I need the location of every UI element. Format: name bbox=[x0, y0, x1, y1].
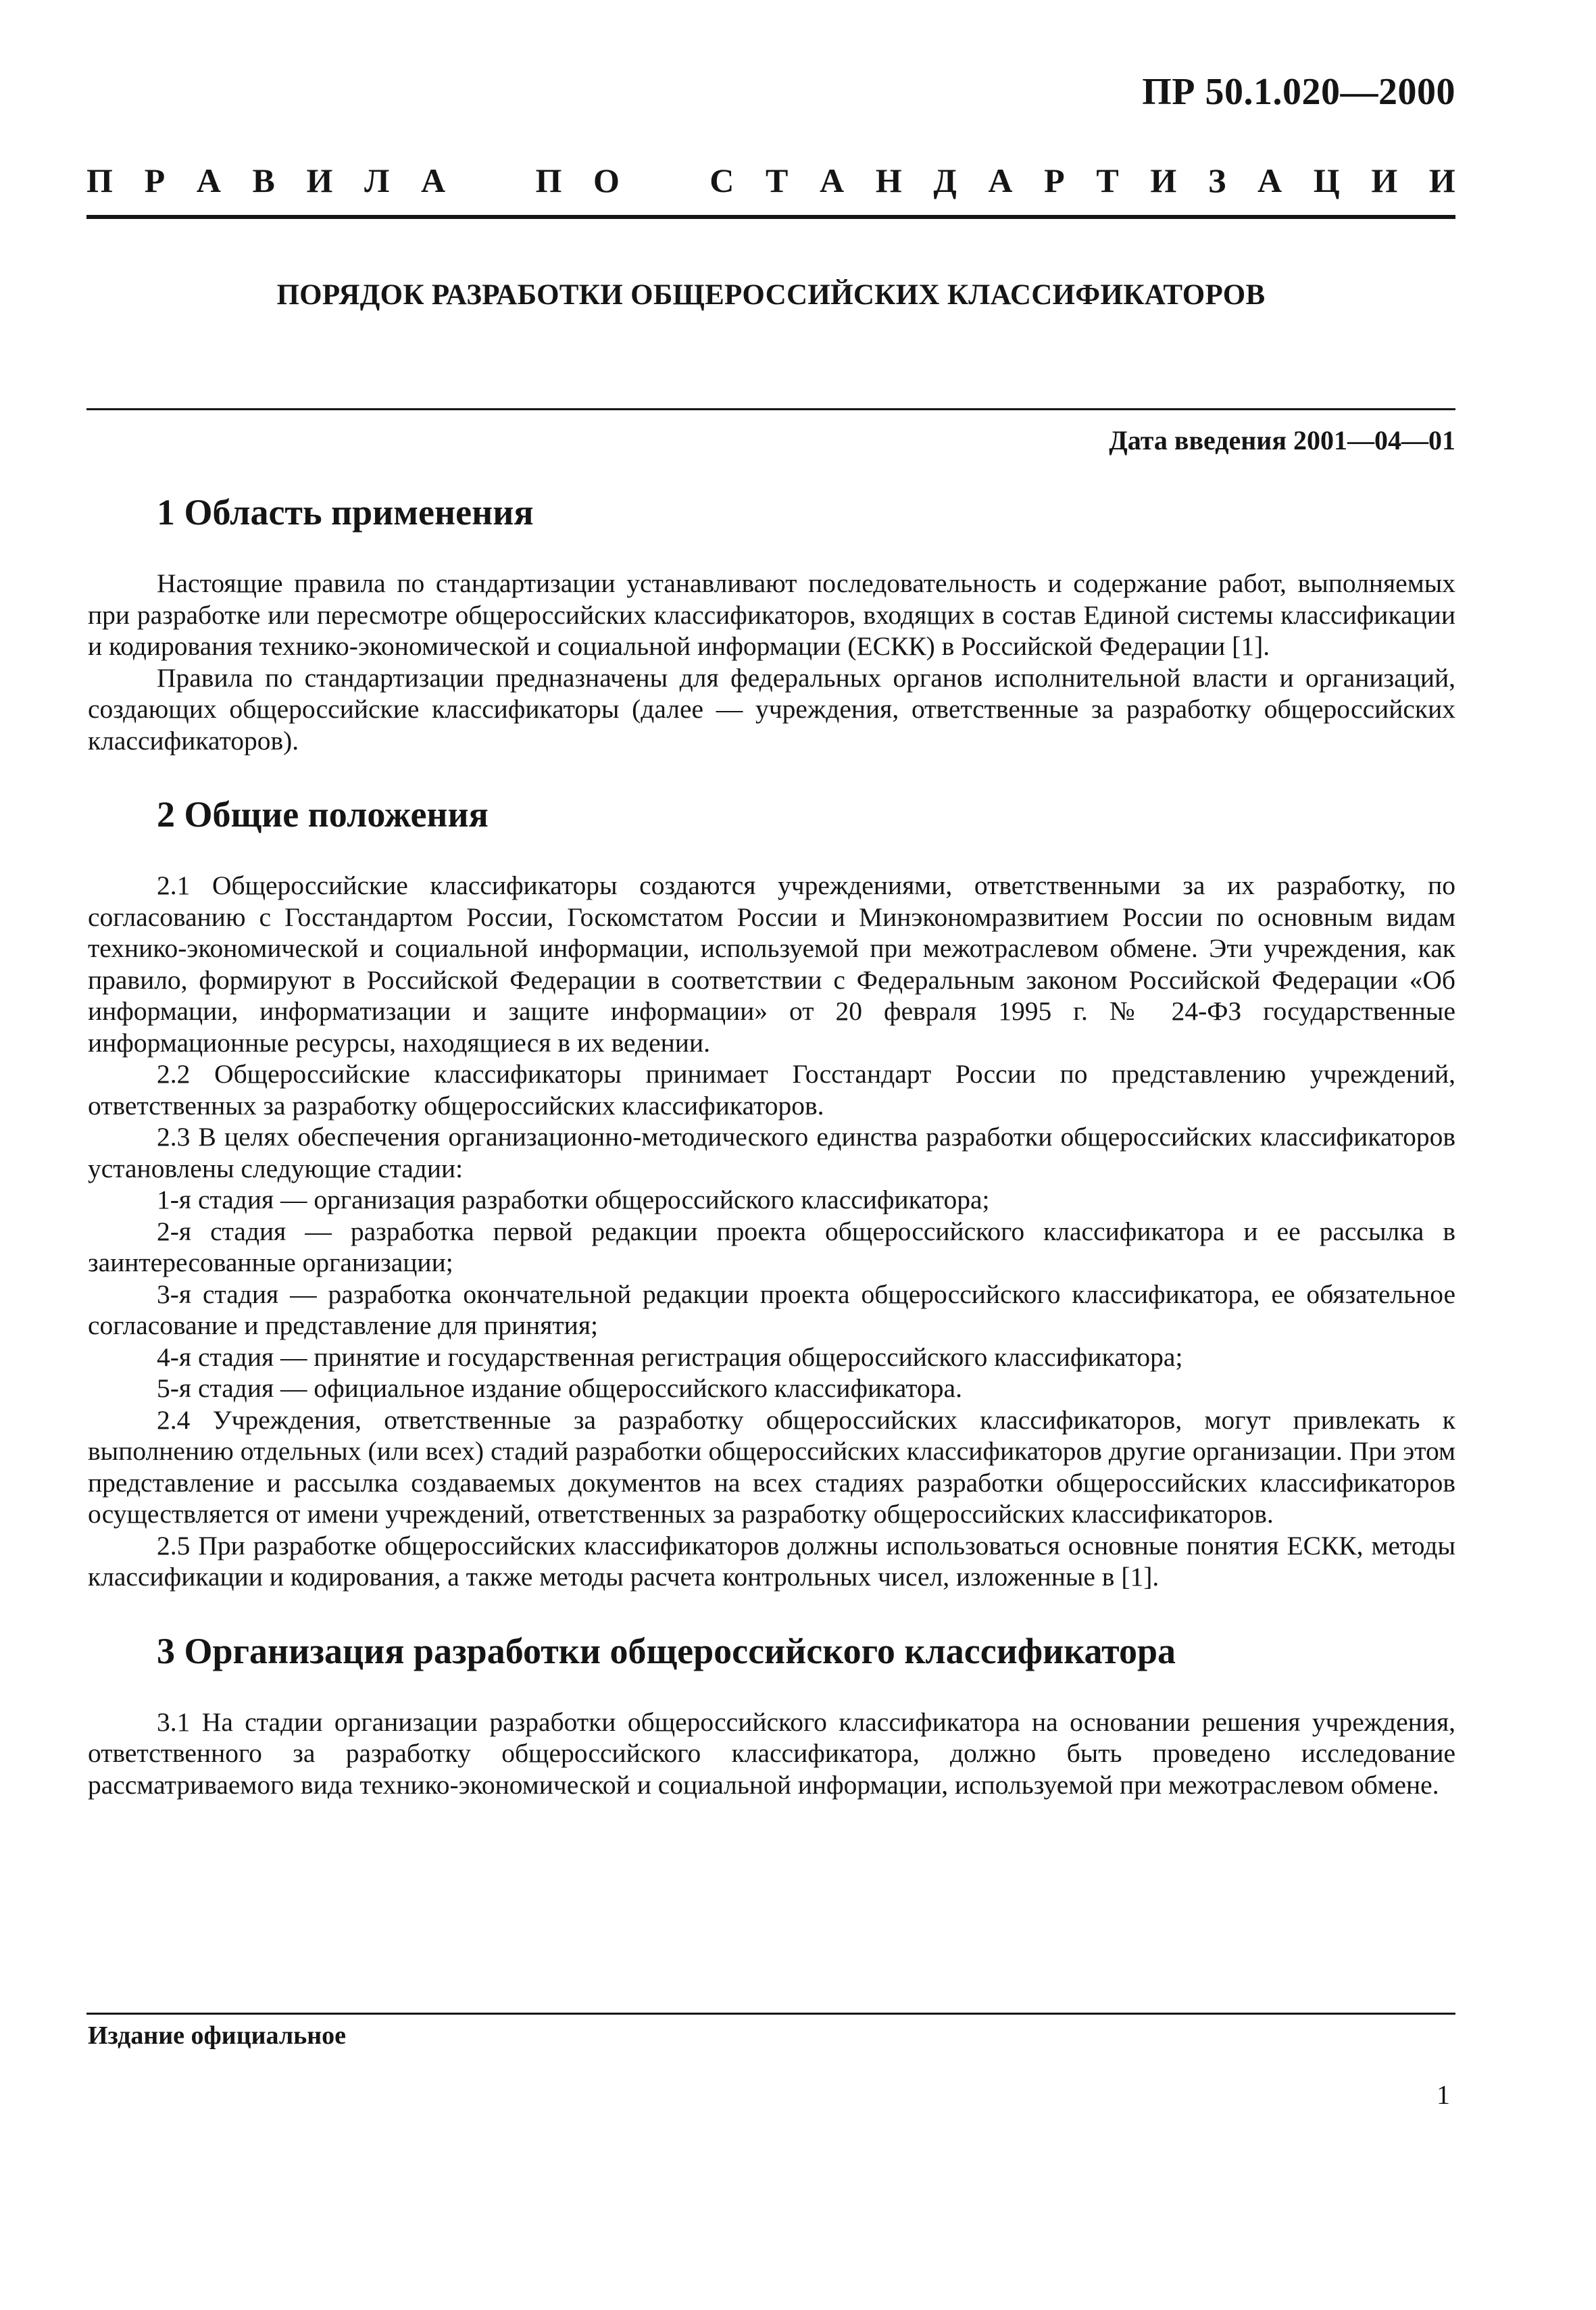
stage-item: 1-я стадия — организация разработки общероссийского классификатора; bbox=[157, 1185, 990, 1214]
spaced-document-type-title bbox=[86, 161, 1455, 200]
page-number: 1 bbox=[1437, 2080, 1450, 2110]
document-body bbox=[88, 488, 1455, 1800]
paragraph: 3.1 На стадии организации разработки общероссийского классификатора на основании решения учреждения, ответственного за разработку общероссийского классификатора, должно быть проведено исследование рассматриваемого вида технико-экономической и социальной информации, используемой при межотраслевом обмене. bbox=[88, 1706, 1455, 1800]
edition-label: Издание официальное bbox=[88, 2021, 347, 2050]
word-gap bbox=[651, 161, 678, 200]
paragraph: 2.5 При разработке общероссийских классификаторов должны использоваться основные понятия ЕСКК, методы классификации и кодирования, а также методы расчета контрольных чисел, изложенные в [1]. bbox=[88, 1530, 1455, 1592]
spaced-title-letter: И bbox=[1428, 162, 1455, 199]
section-heading: 2 Общие положения bbox=[157, 794, 489, 835]
spacer bbox=[88, 1593, 1455, 1627]
title-rule bbox=[86, 408, 1455, 410]
spaced-title-letter: Т bbox=[1096, 162, 1119, 199]
spaced-title-letter: С bbox=[709, 162, 734, 199]
spaced-title-letter: А bbox=[421, 162, 446, 199]
paragraph: Правила по стандартизации предназначены для федеральных органов исполнительной власти и организаций, создающих общероссийские классификаторы (далее — учреждения, ответственные за разработку общероссийских классификаторов). bbox=[88, 662, 1455, 756]
document-code: ПР 50.1.020—2000 bbox=[1142, 71, 1455, 113]
paragraph: 2.4 Учреждения, ответственные за разработку общероссийских классификаторов, могут привлекать к выполнению отдельных (или всех) стадий разработки общероссийских классификаторов другие организации. При этом представление и рассылка создаваемых документов на всех стадиях разработки общероссийских классификаторов осуществляется от имени учреждений, ответственных за разработку общероссийских классификаторов. bbox=[88, 1404, 1455, 1529]
spaced-title-letter: А bbox=[820, 162, 845, 199]
spaced-title-letter: И bbox=[1371, 162, 1398, 199]
paragraph: 2.2 Общероссийские классификаторы принимает Госстандарт России по представлению учреждений, ответственных за разработку общероссийских классификаторов. bbox=[88, 1059, 1455, 1121]
spaced-title-letter: Р bbox=[144, 162, 166, 199]
word-gap bbox=[477, 161, 504, 200]
document-title: ПОРЯДОК РАЗРАБОТКИ ОБЩЕРОССИЙСКИХ КЛАССИФИКАТОРОВ bbox=[276, 279, 1266, 311]
paragraph: Настоящие правила по стандартизации устанавливают последовательность и содержание работ, выполняемых при разработке или пересмотре общероссийских классификаторов, входящих в состав Единой системы классификации и кодирования технико-экономической и социальной информации (ЕСКК) в Российской Федерации [1]. bbox=[88, 568, 1455, 661]
spaced-title-letter: З bbox=[1207, 162, 1226, 199]
spaced-title-letter: Н bbox=[875, 162, 902, 199]
spaced-title-letter: П bbox=[86, 162, 113, 199]
intro-date: Дата введения 2001—04—01 bbox=[1109, 425, 1455, 456]
spaced-title-letter: Ц bbox=[1313, 162, 1340, 199]
spaced-title-letter: О bbox=[593, 162, 620, 199]
spaced-title-letter: Д bbox=[933, 162, 957, 199]
footer-rule bbox=[86, 2013, 1455, 2015]
stage-item: 3-я стадия — разработка окончательной редакции проекта общероссийского классификатора, ее обязательное согласование и представление для принятия; bbox=[88, 1279, 1455, 1340]
section-heading: 1 Область применения bbox=[157, 492, 534, 533]
spaced-title-letter: Т bbox=[766, 162, 789, 199]
section-3 bbox=[88, 1627, 1455, 1801]
spacer bbox=[88, 756, 1455, 790]
spaced-title-letter: И bbox=[1150, 162, 1177, 199]
section-1 bbox=[88, 488, 1455, 756]
spaced-title-letter: П bbox=[535, 162, 562, 199]
section-heading: 3 Организация разработки общероссийского классификатора bbox=[157, 1630, 1176, 1671]
spaced-title-letter: И bbox=[306, 162, 333, 199]
paragraph: 2.3 В целях обеспечения организационно-методического единства разработки общероссийских классификаторов установлены следующие стадии: bbox=[88, 1122, 1455, 1183]
spaced-title-letter: А bbox=[196, 162, 221, 199]
stage-item: 4-я стадия — принятие и государственная регистрация общероссийского классификатора; bbox=[157, 1342, 1183, 1372]
spaced-title-letter: Р bbox=[1044, 162, 1065, 199]
section-2 bbox=[88, 790, 1455, 1593]
spaced-title-letter: В bbox=[252, 162, 275, 199]
stage-item: 5-я стадия — официальное издание общероссийского классификатора. bbox=[157, 1373, 962, 1403]
spaced-title-letter: Л bbox=[364, 162, 390, 199]
paragraph: 2.1 Общероссийские классификаторы создаются учреждениями, ответственными за их разработку, по согласованию с Госстандартом России, Госкомстатом России и Минэкономразвитием России по основным видам технико-экономической и социальной информации, используемой при межотраслевом обмене. Эти учреждения, как правило, формируют в Российской Федерации в соответствии с Федеральным законом Российской Федерации «Об информации, информатизации и защите информации» от 20 февраля 1995 г. № 24-ФЗ государственные информационные ресурсы, находящиеся в их ведении. bbox=[88, 870, 1455, 1058]
spaced-title-letter: А bbox=[1257, 162, 1282, 199]
spaced-title-letter: А bbox=[988, 162, 1013, 199]
stage-item: 2-я стадия — разработка первой редакции проекта общероссийского классификатора и ее рассылка в заинтересованные организации; bbox=[88, 1216, 1455, 1277]
header-rule bbox=[86, 215, 1455, 219]
